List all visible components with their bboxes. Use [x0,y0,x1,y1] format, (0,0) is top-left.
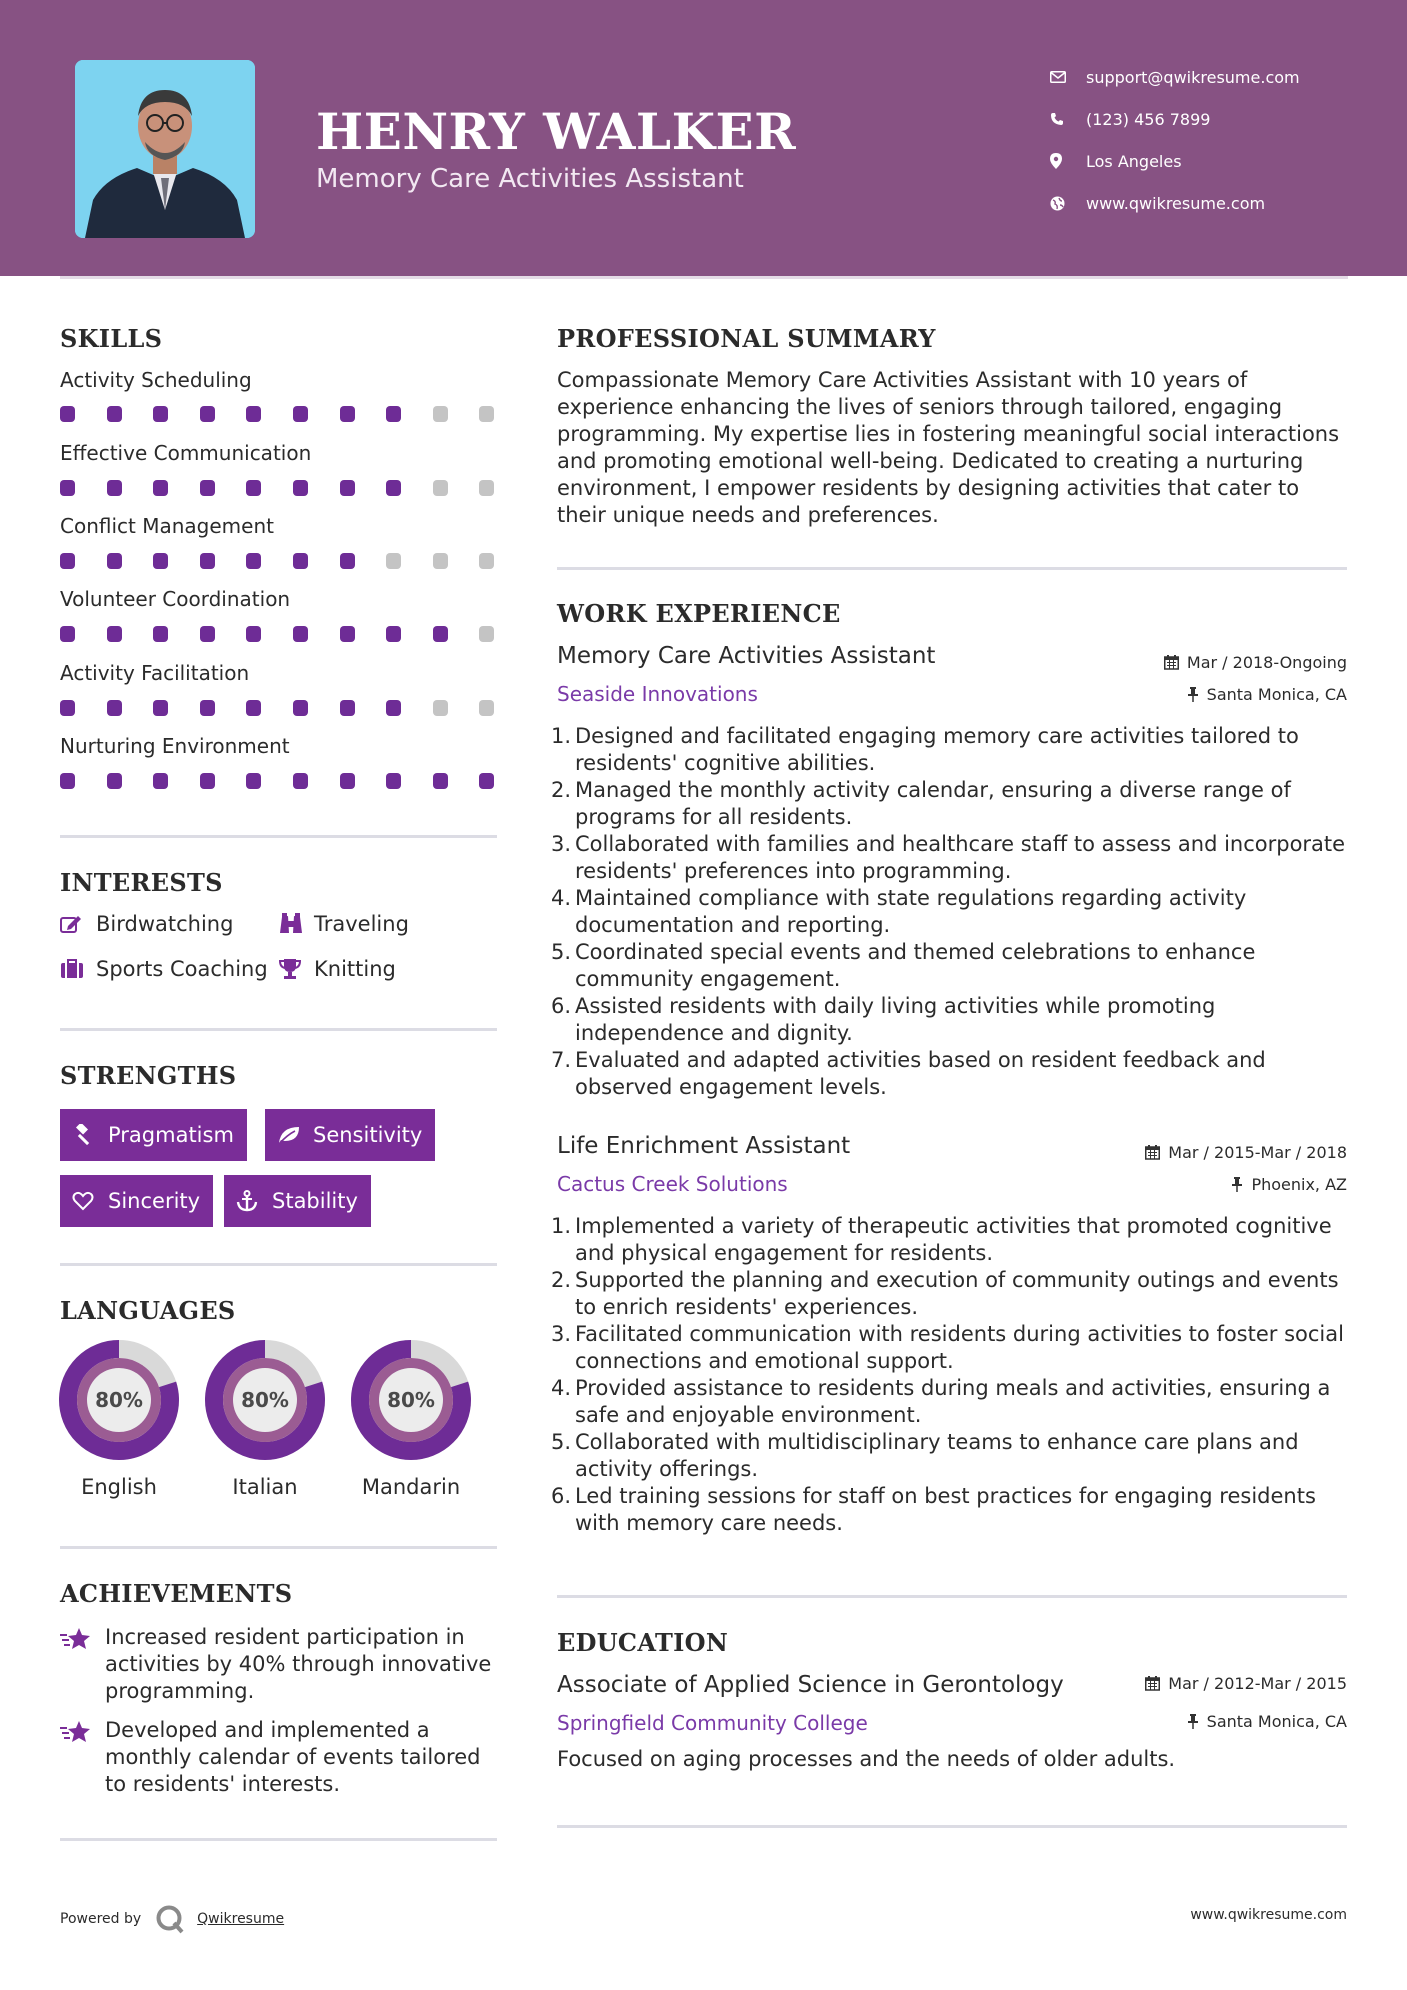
rating-dot-filled [107,480,122,496]
rating-dot-filled [293,553,308,569]
rating-dot-filled [107,406,122,422]
rating-dot-filled [246,406,261,422]
skill-rating [60,553,500,569]
company-name: Cactus Creek Solutions [557,1172,788,1196]
language-name: Italian [232,1475,298,1499]
experience-heading: WORK EXPERIENCE [557,599,841,628]
rating-dot-filled [340,406,355,422]
edit-icon [60,914,96,934]
bullet-item: 7. Evaluated and adapted activities based on resident feedback and observed engagement levels. [550,1048,1266,1099]
education-location [1187,1712,1347,1731]
job-location [1231,1175,1347,1194]
job-dates [1164,653,1347,672]
rating-dot-filled [386,480,401,496]
skill-rating [60,773,500,789]
rating-dot-filled [153,626,168,642]
rating-dot-filled [433,773,448,789]
section-divider [557,567,1347,570]
rating-dot-filled [293,626,308,642]
strengths-heading: STRENGTHS [60,1061,237,1090]
pushpin-icon [1187,687,1199,702]
heart-icon [72,1191,108,1211]
interest-item [278,957,396,981]
section-divider [60,1838,497,1841]
contact-phone-text: (123) 456 7899 [1086,109,1211,129]
contact-website[interactable] [1050,182,1300,224]
bullet-item: 5. Coordinated special events and themed celebrations to enhance community engagement. [550,940,1256,991]
rating-dot-filled [200,480,215,496]
rating-dot-filled [107,626,122,642]
rating-dot-filled [200,773,215,789]
pushpin-icon [1187,1714,1199,1729]
job-bullets [550,723,1347,1101]
interest-label: Sports Coaching [96,957,268,981]
skill-name: Nurturing Environment [60,734,290,758]
rating-dot-empty [479,553,494,569]
rating-dot-empty [479,406,494,422]
leaf-icon [277,1125,313,1145]
calendar-icon [1145,1676,1160,1691]
rating-dot-filled [200,406,215,422]
language-percent: 80% [241,1388,289,1412]
rating-dot-filled [246,773,261,789]
rating-dot-filled [340,626,355,642]
skill-name: Activity Scheduling [60,368,252,392]
skill-rating [60,626,500,642]
strength-tag [265,1109,435,1161]
qwikresume-logo-icon [155,1904,185,1934]
binoculars-icon [278,913,314,935]
bullet-item: 2. Supported the planning and execution of community outings and events to enrich residents' experiences. [550,1268,1339,1319]
bullet-item: 2. Managed the monthly activity calendar, ensuring a diverse range of programs for all residents. [550,778,1291,829]
rating-dot-filled [246,480,261,496]
rating-dot-empty [386,553,401,569]
interest-item [60,957,268,981]
strength-label: Pragmatism [108,1123,234,1147]
rating-dot-empty [479,700,494,716]
rating-dot-filled [340,480,355,496]
education-dates [1145,1674,1347,1693]
profile-photo [75,60,255,238]
bullet-item: 1. Designed and facilitated engaging memory care activities tailored to residents' cognitive abilities. [550,724,1299,775]
star-badge-icon [60,1624,105,1705]
strength-label: Sincerity [108,1189,201,1213]
bullet-item: 1. Implemented a variety of therapeutic activities that promoted cognitive and physical engagement for residents. [550,1214,1332,1265]
bullet-item: 5. Collaborated with multidisciplinary teams to enhance care plans and activity offerings. [550,1430,1299,1481]
rating-dot-filled [433,626,448,642]
language-name: Mandarin [361,1475,461,1499]
rating-dot-filled [246,700,261,716]
job-dates-text: Mar / 2018-Ongoing [1186,653,1347,672]
bullet-item: 6. Led training sessions for staff on best practices for engaging residents with memory care needs. [550,1484,1316,1535]
rating-dot-filled [60,773,75,789]
strength-tag [224,1175,371,1227]
section-divider [60,1546,497,1549]
rating-dot-filled [340,773,355,789]
rating-dot-filled [386,626,401,642]
rating-dot-filled [60,553,75,569]
interest-item [278,912,409,936]
rating-dot-filled [153,553,168,569]
anchor-icon [236,1190,272,1212]
summary-heading: PROFESSIONAL SUMMARY [557,324,936,353]
suitcase-icon [60,959,96,979]
interests-heading: INTERESTS [60,868,223,897]
rating-dot-filled [60,480,75,496]
school-name: Springfield Community College [557,1711,868,1735]
rating-dot-filled [246,626,261,642]
job-location-text: Phoenix, AZ [1251,1175,1347,1194]
strength-tag [60,1175,213,1227]
skill-rating [60,480,500,496]
skill-rating [60,406,500,422]
rating-dot-filled [60,406,75,422]
skills-heading: SKILLS [60,324,163,353]
gavel-icon [72,1124,108,1146]
bullet-item: 6. Assisted residents with daily living activities while promoting independence and dignity. [550,994,1216,1045]
rating-dot-filled [153,700,168,716]
interest-label: Traveling [314,912,409,936]
header-divider [60,276,1348,279]
job-dates [1145,1143,1347,1162]
rating-dot-filled [340,553,355,569]
summary-text: Compassionate Memory Care Activities Assistant with 10 years of experience enhancing the lives of seniors through tailored, engaging programming. My expertise lies in fostering meaningful social interactions and promoting emotional well-being. Dedicated to creating a nurturing environment, I empower residents by designing activities that cater to their unique needs and preferences. [557,368,1340,527]
candidate-name: HENRY WALKER [316,102,797,161]
star-badge-icon [60,1717,105,1798]
bullet-item: 3. Facilitated communication with residents during activities to foster social connections and emotional support. [550,1322,1344,1373]
contact-email-text: support@qwikresume.com [1086,67,1300,87]
bullet-item: 4. Provided assistance to residents during meals and activities, ensuring a safe and enjoyable environment. [550,1376,1331,1427]
rating-dot-filled [386,773,401,789]
rating-dot-filled [107,773,122,789]
interest-label: Birdwatching [96,912,234,936]
qwikresume-link[interactable]: Qwikresume [197,1911,285,1927]
rating-dot-filled [293,773,308,789]
rating-dot-filled [479,773,494,789]
rating-dot-filled [153,406,168,422]
pushpin-icon [1231,1177,1243,1192]
rating-dot-filled [107,553,122,569]
strength-tag [60,1109,247,1161]
rating-dot-filled [107,700,122,716]
footer-powered-by [60,1904,284,1934]
rating-dot-empty [433,553,448,569]
strength-label: Sensitivity [313,1123,423,1147]
language-name: English [81,1475,157,1499]
calendar-icon [1164,655,1179,670]
degree-title: Associate of Applied Science in Gerontology [557,1672,1064,1698]
rating-dot-filled [246,553,261,569]
skill-name: Volunteer Coordination [60,587,291,611]
skill-rating [60,700,500,716]
contact-location [1050,140,1300,182]
rating-dot-filled [340,700,355,716]
phone-icon [1050,112,1086,126]
rating-dot-empty [479,480,494,496]
skill-name: Activity Facilitation [60,661,250,685]
contact-phone[interactable] [1050,98,1300,140]
rating-dot-empty [479,626,494,642]
section-divider [60,835,497,838]
rating-dot-empty [433,406,448,422]
rating-dot-filled [386,700,401,716]
job-location-text: Santa Monica, CA [1206,685,1347,704]
globe-icon [1050,196,1086,211]
skill-name: Conflict Management [60,514,274,538]
calendar-icon [1145,1145,1160,1160]
education-dates-text: Mar / 2012-Mar / 2015 [1168,1674,1347,1693]
contact-website-text: www.qwikresume.com [1086,193,1266,213]
achievement-item [60,1624,500,1705]
candidate-role: Memory Care Activities Assistant [316,164,744,194]
rating-dot-filled [386,406,401,422]
contact-email[interactable] [1050,56,1300,98]
powered-by-label: Powered by [60,1911,142,1927]
section-divider [557,1825,1347,1828]
section-divider [557,1595,1347,1598]
bullet-item: 3. Collaborated with families and healthcare staff to assess and incorporate residents' preferences into programming. [550,832,1346,883]
job-title: Life Enrichment Assistant [557,1133,851,1159]
rating-dot-filled [200,553,215,569]
rating-dot-filled [153,480,168,496]
education-description: Focused on aging processes and the needs of older adults. [557,1747,1176,1771]
bullet-item: 4. Maintained compliance with state regulations regarding activity documentation and reporting. [550,886,1247,937]
rating-dot-filled [153,773,168,789]
education-heading: EDUCATION [557,1628,729,1657]
trophy-icon [278,958,314,980]
rating-dot-filled [60,700,75,716]
rating-dot-filled [293,480,308,496]
rating-dot-filled [200,700,215,716]
education-location-text: Santa Monica, CA [1206,1712,1347,1731]
rating-dot-empty [433,480,448,496]
section-divider [60,1028,497,1031]
rating-dot-filled [60,626,75,642]
job-bullets [550,1213,1347,1537]
rating-dot-empty [433,700,448,716]
skill-name: Effective Communication [60,441,312,465]
strength-label: Stability [272,1189,358,1213]
achievements-heading: ACHIEVEMENTS [60,1579,293,1608]
company-name: Seaside Innovations [557,682,758,706]
language-percent: 80% [387,1388,435,1412]
job-title: Memory Care Activities Assistant [557,643,936,669]
achievement-item [60,1717,500,1798]
rating-dot-filled [293,406,308,422]
footer-website[interactable]: www.qwikresume.com [1190,1907,1347,1923]
achievement-text: Increased resident participation in activities by 40% through innovative programming. [105,1625,492,1703]
languages-heading: LANGUAGES [60,1296,236,1325]
job-location [1187,685,1347,704]
rating-dot-filled [293,700,308,716]
contact-list [1050,56,1300,224]
section-divider [60,1263,497,1266]
job-dates-text: Mar / 2015-Mar / 2018 [1168,1143,1347,1162]
interest-item [60,912,233,936]
achievement-text: Developed and implemented a monthly calendar of events tailored to residents' interests. [105,1718,481,1796]
envelope-icon [1050,71,1086,83]
contact-location-text: Los Angeles [1086,151,1182,171]
map-marker-icon [1050,153,1086,169]
rating-dot-filled [200,626,215,642]
interest-label: Knitting [314,957,396,981]
language-percent: 80% [95,1388,143,1412]
